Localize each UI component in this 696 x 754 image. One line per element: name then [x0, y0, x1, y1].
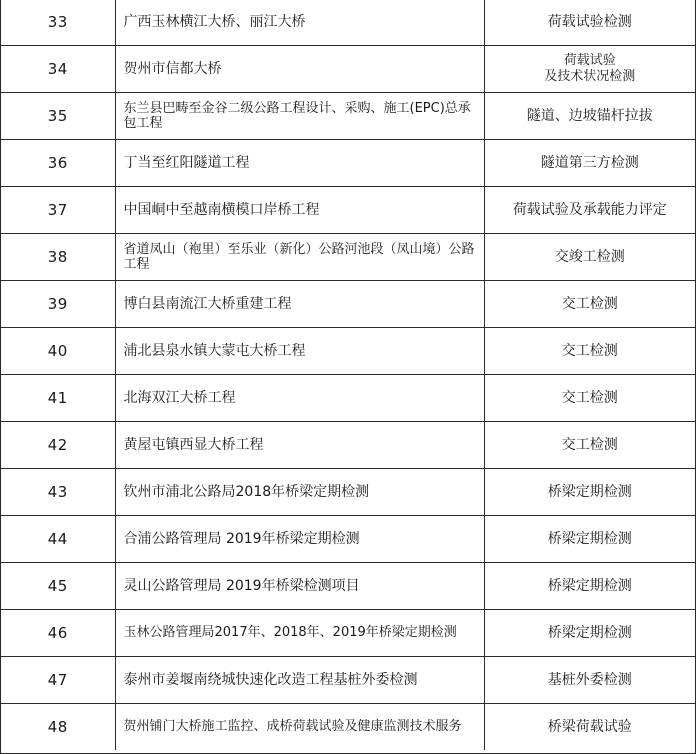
table-row	[1, 186, 695, 233]
row-number: 37	[1, 186, 115, 233]
inspection-type: 交竣工检测	[484, 233, 695, 280]
table-row	[1, 609, 695, 656]
table-row	[1, 468, 695, 515]
row-number: 34	[1, 45, 115, 92]
table-row	[1, 92, 695, 139]
project-name: 北海双江大桥工程	[115, 374, 484, 421]
table-row	[1, 703, 695, 750]
row-number: 41	[1, 374, 115, 421]
project-name: 博白县南流江大桥重建工程	[115, 280, 484, 327]
row-number: 47	[1, 656, 115, 703]
inspection-type: 荷载试验及承载能力评定	[484, 186, 695, 233]
row-number: 45	[1, 562, 115, 609]
row-number: 46	[1, 609, 115, 656]
project-name: 灵山公路管理局 2019年桥梁检测项目	[115, 562, 484, 609]
table-row	[1, 45, 695, 92]
inspection-type: 基桩外委检测	[484, 656, 695, 703]
project-name: 贺州铺门大桥施工监控、成桥荷载试验及健康监测技术服务	[115, 703, 484, 750]
row-number: 43	[1, 468, 115, 515]
table-row	[1, 280, 695, 327]
table-row	[1, 374, 695, 421]
inspection-type: 隧道第三方检测	[484, 139, 695, 186]
inspection-type: 桥梁定期检测	[484, 468, 695, 515]
table-row	[1, 327, 695, 374]
inspection-type: 交工检测	[484, 280, 695, 327]
inspection-type: 隧道、边坡锚杆拉拔	[484, 92, 695, 139]
table-row	[1, 515, 695, 562]
table-row	[1, 562, 695, 609]
inspection-type: 桥梁荷载试验	[484, 703, 695, 750]
row-number: 39	[1, 280, 115, 327]
project-name: 玉林公路管理局2017年、2018年、2019年桥梁定期检测	[115, 609, 484, 656]
inspection-type: 交工检测	[484, 421, 695, 468]
row-number: 44	[1, 515, 115, 562]
project-name: 中国峒中至越南横模口岸桥工程	[115, 186, 484, 233]
row-number: 35	[1, 92, 115, 139]
table-row	[1, 656, 695, 703]
row-number: 38	[1, 233, 115, 280]
row-number: 42	[1, 421, 115, 468]
inspection-type: 交工检测	[484, 327, 695, 374]
inspection-type: 交工检测	[484, 374, 695, 421]
row-number: 36	[1, 139, 115, 186]
inspection-type: 荷载试验检测	[484, 0, 695, 45]
table-row	[1, 139, 695, 186]
table-row	[1, 421, 695, 468]
project-name: 东兰县巴畴至金谷二级公路工程设计、采购、施工(EPC)总承包工程	[115, 92, 484, 139]
inspection-type: 桥梁定期检测	[484, 515, 695, 562]
project-name: 合浦公路管理局 2019年桥梁定期检测	[115, 515, 484, 562]
project-name: 钦州市浦北公路局2018年桥梁定期检测	[115, 468, 484, 515]
row-number: 40	[1, 327, 115, 374]
project-table-grid	[1, 0, 695, 750]
table-row	[1, 0, 695, 45]
inspection-type: 桥梁定期检测	[484, 562, 695, 609]
row-number: 48	[1, 703, 115, 750]
project-name: 广西玉林横江大桥、丽江大桥	[115, 0, 484, 45]
row-number: 33	[47, 13, 68, 32]
project-name: 丁当至红阳隧道工程	[115, 139, 484, 186]
project-name: 贺州市信都大桥	[115, 45, 484, 92]
project-name: 黄屋屯镇西显大桥工程	[115, 421, 484, 468]
inspection-type: 桥梁定期检测	[484, 609, 695, 656]
project-name: 泰州市姜堰南绕城快速化改造工程基桩外委检测	[115, 656, 484, 703]
table-row	[1, 233, 695, 280]
inspection-type: 荷载试验 及技术状况检测	[484, 45, 695, 92]
project-name: 省道凤山（袍里）至乐业（新化）公路河池段（凤山境）公路工程	[115, 233, 484, 280]
project-name: 浦北县泉水镇大蒙屯大桥工程	[115, 327, 484, 374]
